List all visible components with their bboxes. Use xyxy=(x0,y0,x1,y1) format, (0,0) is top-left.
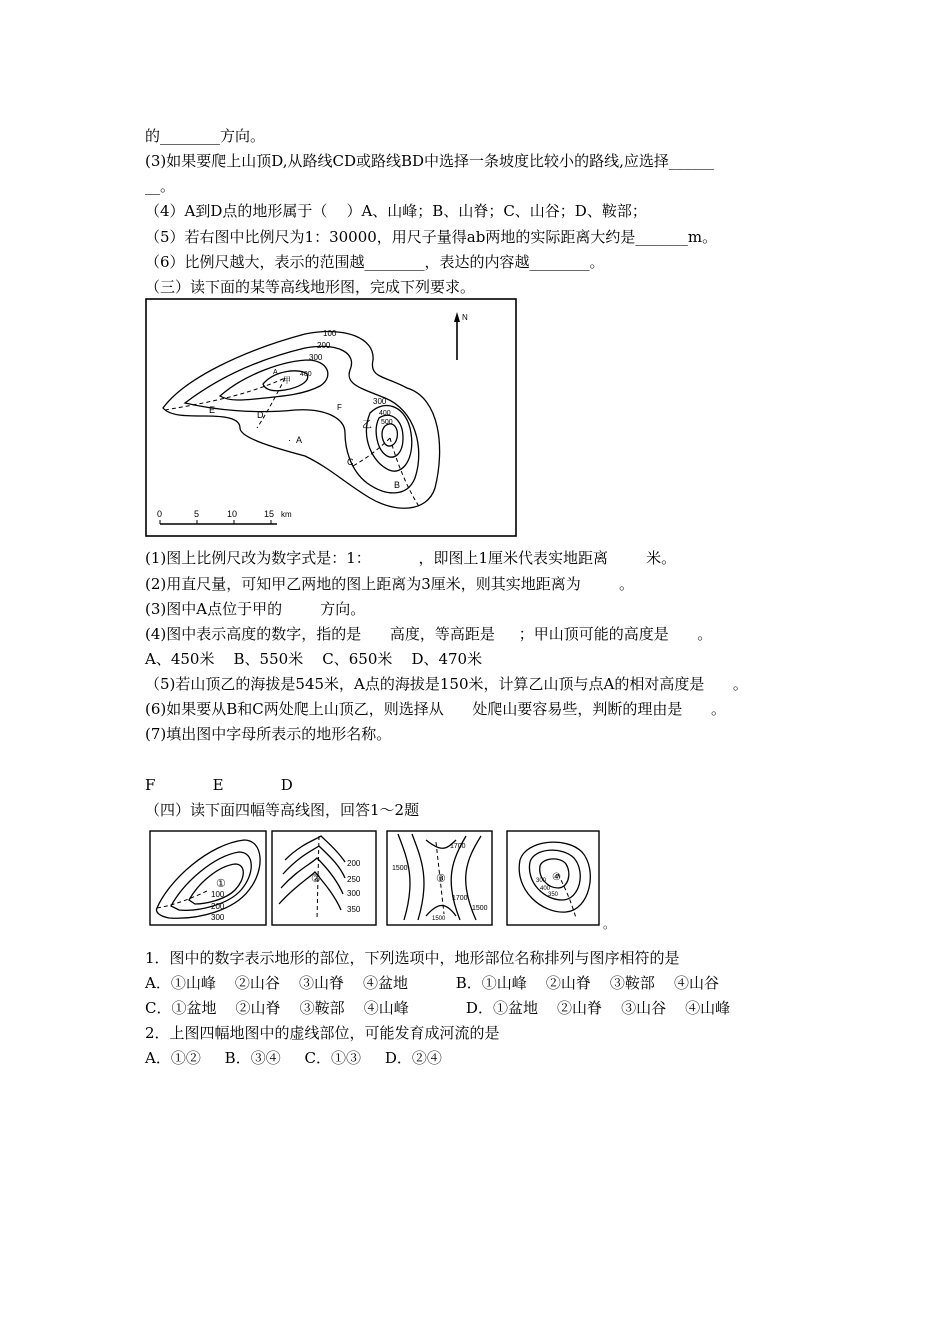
contour-label: 200 xyxy=(211,902,225,911)
contour-label: 1700 xyxy=(450,843,466,850)
mc-question-1-options-ab: A．①山峰 ②山谷 ③山脊 ④盆地 B．①山峰 ②山脊 ③鞍部 ④山谷 xyxy=(145,974,719,992)
contour-label: 200 xyxy=(347,859,361,868)
point-label: C xyxy=(347,457,354,467)
point-label: D xyxy=(257,410,264,420)
question-4-options: A、450米 B、550米 C、650米 D、470米 xyxy=(145,650,483,668)
scale-tick: 5 xyxy=(194,509,200,519)
point-label: 乙 xyxy=(362,420,372,431)
scale-unit: km xyxy=(281,510,292,519)
question-7: (7)填出图中字母所表示的地形名称。 xyxy=(145,725,392,743)
question-5: （5)若山顶乙的海拔是545米，A点的海拔是150米，计算乙山顶与点A的相对高度是 。 xyxy=(145,675,748,693)
mc-question-1: 1．图中的数字表示地形的部位，下列选项中，地形部位名称排列与图序相符的是 xyxy=(145,949,680,967)
scale-tick: 0 xyxy=(157,509,163,519)
contour-label: 1500 xyxy=(432,916,446,922)
question-5: （5）若右图中比例尺为1：30000，用尺子量得ab两地的实际距离大约是_______m。 xyxy=(145,228,718,246)
point-label: A xyxy=(296,435,303,445)
text-line: 的________方向。 xyxy=(145,127,266,145)
contour-label: 400 xyxy=(540,886,551,892)
question-1: (1)图上比例尺改为数字式是：1： ，即图上1厘米代表实地距离 米。 xyxy=(145,549,677,567)
question-3: (3)图中A点位于甲的 方向。 xyxy=(145,600,366,618)
trailing-mark: 。 xyxy=(603,917,616,931)
contour-label: 350 xyxy=(347,905,361,914)
section-4-heading: （四）读下面四幅等高线图，回答1～2题 xyxy=(145,801,420,819)
mc-question-2: 2．上图四幅地图中的虚线部位，可能发育成河流的是 xyxy=(145,1024,500,1042)
contour-label: 400 xyxy=(300,371,312,378)
contour-map-2 xyxy=(271,830,377,926)
map-number: ③ xyxy=(436,873,446,885)
contour-label: 100 xyxy=(323,329,337,338)
question-6: (6)如果要从B和C两处爬上山顶乙，则选择从 处爬山要容易些，判断的理由是 。 xyxy=(145,700,726,718)
map-number: ① xyxy=(216,878,226,890)
point-label: A xyxy=(273,369,278,376)
contour-label: 100 xyxy=(211,890,225,899)
contour-label: 1500 xyxy=(472,905,488,912)
contour-label: 250 xyxy=(347,875,361,884)
contour-map-figure xyxy=(145,298,518,538)
contour-label: 1700 xyxy=(452,895,468,902)
section-3-heading: （三）读下面的某等高线地形图，完成下列要求。 xyxy=(145,278,476,296)
point-label: 甲 xyxy=(283,376,291,385)
point-label: E xyxy=(209,405,216,415)
contour-label: 300 xyxy=(347,889,361,898)
scale-tick: 10 xyxy=(227,509,238,519)
contour-label: 200 xyxy=(317,341,331,350)
mc-question-1-options-cd: C．①盆地 ②山脊 ③鞍部 ④山峰 D．①盆地 ②山脊 ③山谷 ④山峰 xyxy=(145,999,731,1017)
contour-label: 400 xyxy=(379,410,391,417)
map-number: ② xyxy=(311,873,321,885)
question-6: （6）比例尺越大，表示的范围越________，表达的内容越________。 xyxy=(145,253,605,271)
contour-label: 300 xyxy=(309,353,323,362)
contour-label: 350 xyxy=(548,892,559,898)
answer-letters: F E D xyxy=(145,776,293,794)
contour-label: 300 xyxy=(373,397,387,406)
point-label: F xyxy=(337,403,342,412)
mc-question-2-options: A．①② B．③④ C．①③ D．②④ xyxy=(145,1049,442,1067)
contour-label: 500 xyxy=(381,419,393,426)
scale-tick: 15 xyxy=(264,509,275,519)
north-label: N xyxy=(462,313,468,322)
contour-label: 300 xyxy=(536,878,547,884)
point-label: B xyxy=(394,480,401,490)
map-number: ④ xyxy=(552,872,561,883)
contour-map-4 xyxy=(506,830,600,926)
question-4: （4）A到D点的地形属于（ ）A、山峰；B、山脊；C、山谷；D、鞍部； xyxy=(145,202,647,220)
contour-label: 1500 xyxy=(392,865,408,872)
contour-map-3 xyxy=(386,830,493,926)
question-3: (3)如果要爬上山顶D,从路线CD或路线BD中选择一条坡度比较小的路线,应选择______ xyxy=(145,152,714,170)
point-label: · xyxy=(288,435,291,445)
contour-label: 300 xyxy=(211,913,225,922)
question-2: (2)用直尺量，可知甲乙两地的图上距离为3厘米，则其实地距离为 。 xyxy=(145,575,634,593)
text-line: __。 xyxy=(145,177,176,195)
question-4: (4)图中表示高度的数字，指的是 高度，等高距是 ；甲山顶可能的高度是 。 xyxy=(145,625,713,643)
contour-map-1 xyxy=(149,830,267,926)
